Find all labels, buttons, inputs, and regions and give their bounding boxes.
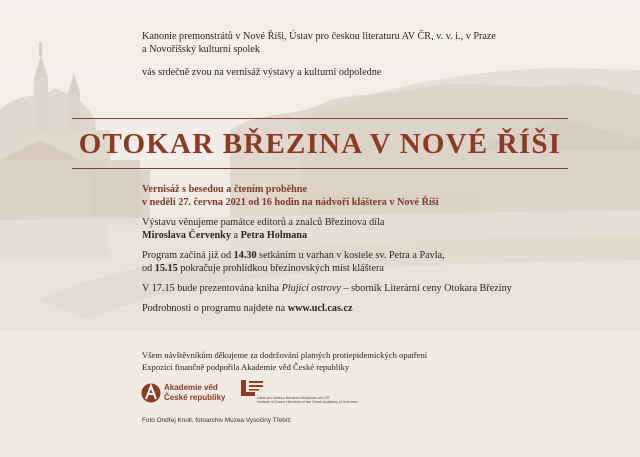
program-time-1: 14.30 xyxy=(233,250,257,261)
program-line-1 xyxy=(142,249,512,262)
event-details xyxy=(142,183,512,322)
organizers-line-1: Kanonie premonstrátů v Nové Říši, Ústav pro českou literaturu AV ČR, v. v. i., v Praze xyxy=(142,31,496,42)
program-time-2: 15.15 xyxy=(154,263,178,274)
book-block xyxy=(142,282,512,295)
institute-logo-line-1: Ústav pro českou literaturu Akademie věd ČR xyxy=(257,396,330,400)
details-pre: Podrobnosti o programu najdete na xyxy=(142,303,288,314)
academy-logo-line-2: České republiky xyxy=(164,392,226,402)
organizers xyxy=(142,30,496,56)
program-l1-post: setkáním u varhan v kostele sv. Petra a Pavla, xyxy=(256,250,445,261)
photo-credit: Foto Ondřej Knoll, fotoarchiv Muzea Vysočiny Třebíč xyxy=(142,417,291,424)
editor-name-2: Petra Holmana xyxy=(240,230,308,241)
academy-logo-line-1: Akademie věd xyxy=(164,383,218,392)
thanks-line-2: Expozici finančně podpořila Akademie věd České republiky xyxy=(142,361,350,372)
exhibition-line-2 xyxy=(142,229,512,242)
thanks-line-1: Všem návštěvníkům děkujeme za dodržování platných protiepidemických opatření xyxy=(142,350,428,360)
program-line-2 xyxy=(142,262,512,275)
program-l2-post: pokračuje prohlídkou březinovských míst kláštera xyxy=(177,263,384,274)
thanks-block xyxy=(142,350,427,373)
exhibition-block xyxy=(142,216,512,242)
organizers-line-2: a Novoříšský kulturní spolek xyxy=(142,44,260,55)
institute-logo-line-2: Institute of Czech Literature of the Czech Academy of Sciences xyxy=(257,400,358,405)
details-url[interactable]: www.ucl.cas.cz xyxy=(287,303,353,314)
institute-logo-text xyxy=(257,396,357,405)
title-rule-top xyxy=(72,118,568,119)
academy-logo xyxy=(141,381,231,407)
vernisaz-line-1: Vernisáž s besedou a čtením proběhne xyxy=(142,184,307,195)
vernisaz-line-2: v neděli 27. června 2021 od 16 hodin na nádvoří kláštera v Nové Říši xyxy=(142,197,439,208)
book-post: – sborník Literární ceny Otokara Březiny xyxy=(340,283,512,294)
academy-logo-icon xyxy=(141,382,161,404)
program-l2-pre: od xyxy=(142,263,155,274)
details-block xyxy=(142,302,512,315)
page-title: OTOKAR BŘEZINA V NOVÉ ŘÍŠI xyxy=(78,128,562,160)
exhibition-line-1: Výstavu věnujeme památce editorů a znalců Březinova díla xyxy=(142,217,385,228)
book-title: Plující ostrovy xyxy=(281,283,341,294)
title-rule-bottom xyxy=(72,168,568,169)
invitation-line: vás srdečně zvou na vernisáž výstavy a kulturní odpoledne xyxy=(142,67,382,78)
editor-conjunction: a xyxy=(230,230,241,241)
book-pre: V 17.15 bude prezentována kniha xyxy=(142,283,282,294)
program-block xyxy=(142,249,512,275)
institute-logo xyxy=(240,380,430,410)
academy-logo-text xyxy=(164,383,225,402)
vernisaz-block xyxy=(142,183,512,209)
program-l1-pre: Program začíná již od xyxy=(142,250,234,261)
editor-name-1: Miroslava Červenky xyxy=(142,230,231,241)
